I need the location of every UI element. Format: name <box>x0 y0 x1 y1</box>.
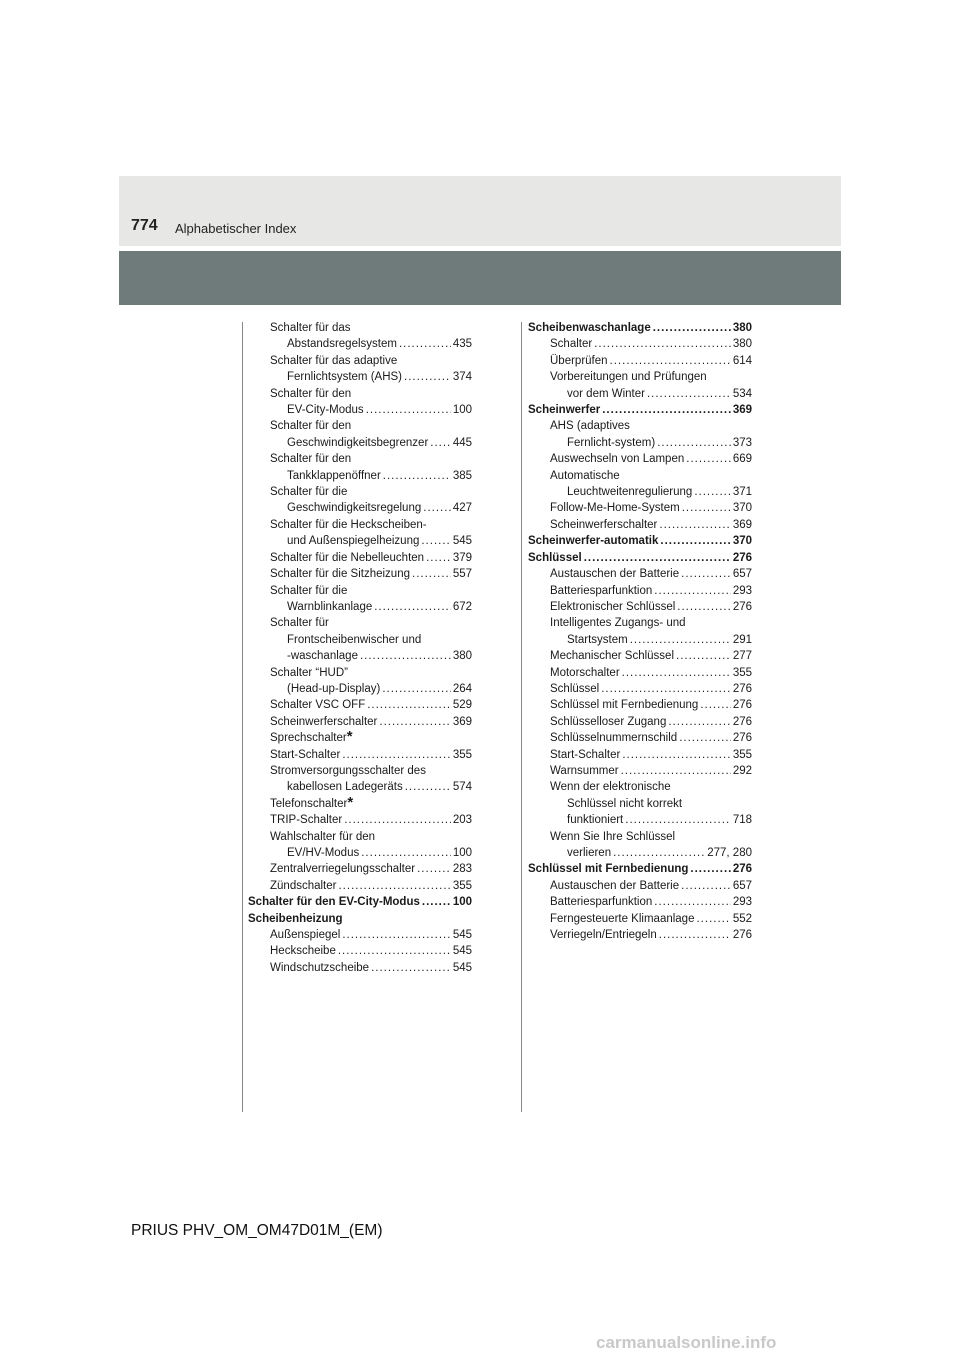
index-entry-text: Frontscheibenwischer und <box>287 633 422 646</box>
dot-leader <box>622 747 731 763</box>
dot-leader <box>342 927 450 943</box>
index-entry-page: 373 <box>732 436 752 449</box>
index-entry <box>528 484 752 500</box>
index-entry <box>528 533 752 549</box>
index-entry <box>528 500 752 516</box>
index-entry-text: Schlüssel nicht korrekt <box>567 797 683 810</box>
index-entry-text: AHS (adaptives <box>550 420 630 433</box>
index-entry-text: Schalter “HUD” <box>270 666 348 679</box>
index-entry-text: Scheinwerferschalter <box>270 715 378 728</box>
index-entry-page: 379 <box>452 551 472 564</box>
dot-leader <box>602 402 731 418</box>
index-entry <box>248 402 472 418</box>
index-entry-text: Schalter für die Sitzheizung <box>270 568 410 581</box>
index-entry-text: Motorschalter <box>550 666 620 679</box>
index-entry-page: 669 <box>732 453 752 466</box>
index-entry-text: Schlüsselloser Zugang <box>550 715 667 728</box>
index-column-left <box>248 320 472 976</box>
page-number: 774 <box>131 217 158 234</box>
index-entry-page: 370 <box>732 535 752 548</box>
dot-leader <box>344 812 451 828</box>
index-entry <box>528 829 752 845</box>
dot-leader <box>399 336 451 352</box>
index-entry-text: Wenn Sie Ihre Schlüssel <box>550 830 676 843</box>
index-entry <box>248 648 472 664</box>
dot-leader <box>630 632 731 648</box>
index-entry-page: 293 <box>732 896 752 909</box>
index-entry-text: Schalter <box>550 338 593 351</box>
dot-leader <box>430 435 451 451</box>
index-entry <box>528 878 752 894</box>
index-entry-page: 718 <box>732 814 752 827</box>
dot-leader <box>374 599 451 615</box>
dot-leader <box>383 468 451 484</box>
dot-leader <box>700 697 731 713</box>
dot-leader <box>426 550 451 566</box>
index-entry-text: Warnsummer <box>550 764 619 777</box>
index-entry <box>528 418 752 434</box>
index-entry-text: Follow-Me-Home-System <box>550 502 680 515</box>
index-entry-text: kabellosen Ladegeräts <box>287 781 403 794</box>
index-entry-page: 369 <box>452 715 472 728</box>
index-entry <box>528 369 752 385</box>
dot-leader <box>404 369 451 385</box>
index-entry-text: EV-City-Modus <box>287 404 364 417</box>
dot-leader <box>660 533 730 549</box>
index-entry <box>248 451 472 467</box>
index-entry-text: TRIP-Schalter <box>270 814 343 827</box>
index-entry <box>528 550 752 566</box>
index-entry-page: 369 <box>732 404 752 417</box>
index-entry-text: Scheinwerfer <box>528 404 601 417</box>
dot-leader <box>694 484 731 500</box>
dot-leader <box>421 533 450 549</box>
index-entry <box>248 878 472 894</box>
index-entry <box>248 665 472 681</box>
index-entry-page: 435 <box>452 338 472 351</box>
index-entry-page: 657 <box>732 568 752 581</box>
index-entry <box>248 714 472 730</box>
index-entry-page: 277 <box>732 650 752 663</box>
dot-leader <box>668 714 730 730</box>
index-entry-text: Schlüssel <box>550 682 600 695</box>
dot-leader <box>653 320 731 336</box>
index-entry-text: Schalter für den <box>270 420 352 433</box>
index-entry-text: (Head-up-Display) <box>287 682 381 695</box>
dot-leader <box>679 730 731 746</box>
index-entry-page: 672 <box>452 600 472 613</box>
dot-leader <box>382 681 451 697</box>
index-entry-text: Scheinwerfer-automatik <box>528 535 659 548</box>
dot-leader <box>367 697 451 713</box>
index-entry-text: Intelligentes Zugangs- und <box>550 617 686 630</box>
dot-leader <box>690 861 730 877</box>
index-entry-text: und Außenspiegelheizung <box>287 535 420 548</box>
index-entry-page: 380 <box>452 650 472 663</box>
index-entry <box>248 960 472 976</box>
index-entry-text: Geschwindigkeitsregelung <box>287 502 422 515</box>
index-entry: Sprechschalter * <box>270 728 353 746</box>
index-entry-text: Heckscheibe <box>270 945 336 958</box>
index-entry <box>528 386 752 402</box>
index-entry <box>528 320 752 336</box>
index-entry-text: Stromversorgungsschalter des <box>270 764 426 777</box>
index-entry-text: Leuchtweitenregulierung <box>567 486 693 499</box>
index-entry <box>528 747 752 763</box>
index-entry <box>248 894 472 910</box>
index-entry <box>248 353 472 369</box>
index-entry <box>528 451 752 467</box>
index-entry <box>528 402 752 418</box>
index-entry-page: 427 <box>452 502 472 515</box>
index-entry-page: 100 <box>452 847 472 859</box>
index-entry-text: Vorbereitungen und Prüfungen <box>550 371 707 384</box>
index-entry-text: Tankklappenöffner <box>287 469 381 482</box>
index-entry-page: 557 <box>452 568 472 581</box>
index-entry-page: 100 <box>452 404 472 417</box>
index-entry-text: Scheinwerferschalter <box>550 518 658 531</box>
index-entry <box>528 517 752 533</box>
index-entry-text: Sprechschalter <box>270 732 347 745</box>
dot-leader <box>696 911 730 927</box>
index-entry <box>248 336 472 352</box>
index-entry-page: 283 <box>452 863 472 876</box>
index-entry <box>528 615 752 631</box>
index-entry <box>248 615 472 631</box>
index-entry-page: 276 <box>732 551 752 564</box>
index-entry-page: 355 <box>732 666 752 679</box>
index-entry <box>528 599 752 615</box>
index-entry-text: Abstandsregelsystem <box>287 338 397 351</box>
index-entry-text: Scheibenheizung <box>248 912 343 925</box>
index-entry-text: Telefonschalter <box>270 797 348 810</box>
index-entry-page: 574 <box>452 781 472 794</box>
dot-leader <box>371 960 451 976</box>
index-entry <box>528 861 752 877</box>
dot-leader <box>686 451 731 467</box>
index-entry <box>248 911 472 927</box>
dot-leader <box>417 861 451 877</box>
index-entry-text: Schlüssel mit Fernbedienung <box>528 863 689 876</box>
index-entry <box>248 829 472 845</box>
index-entry-page: 355 <box>452 879 472 892</box>
watermark: carmanualsonline.info <box>596 1333 777 1352</box>
index-entry <box>528 681 752 697</box>
index-entry-text: Schalter für die <box>270 584 348 597</box>
index-entry-text: Schalter VSC OFF <box>270 699 366 712</box>
index-entry-text: Zentralverriegelungsschalter <box>270 863 416 876</box>
index-entry-page: 371 <box>732 486 752 499</box>
index-entry <box>248 763 472 779</box>
dot-leader <box>360 648 451 664</box>
index-entry-page: 534 <box>732 387 752 400</box>
index-entry-text: Schlüsselnummernschild <box>550 732 678 745</box>
index-entry-page: 100 <box>452 896 472 909</box>
index-entry-page: 276 <box>732 699 752 712</box>
index-entry-page: 529 <box>452 699 472 712</box>
index-entry-page: 374 <box>452 371 472 384</box>
dot-leader <box>622 665 731 681</box>
index-entry <box>248 369 472 385</box>
dot-leader <box>613 845 705 861</box>
index-entry <box>248 435 472 451</box>
index-entry-text: EV/HV-Modus <box>287 847 360 859</box>
chapter-band <box>119 251 841 305</box>
index-entry: Telefonschalter * <box>270 793 354 811</box>
index-entry-text: Batteriesparfunktion <box>550 896 653 909</box>
index-entry <box>248 468 472 484</box>
index-entry-text: Geschwindigkeitsbegrenzer <box>287 436 429 449</box>
index-entry <box>248 566 472 582</box>
index-entry <box>248 681 472 697</box>
index-entry-page: 264 <box>452 682 472 695</box>
index-entry <box>528 435 752 451</box>
index-entry <box>528 665 752 681</box>
column-rule-left <box>242 322 243 1112</box>
index-entry-page: 657 <box>732 879 752 892</box>
index-entry-text: Elektronischer Schlüssel <box>550 600 676 613</box>
index-entry <box>528 566 752 582</box>
index-entry-text: funktioniert <box>567 814 624 827</box>
index-entry-text: Schalter für <box>270 617 329 630</box>
index-entry-text: -waschanlage <box>287 650 358 663</box>
dot-leader <box>682 500 731 516</box>
column-rule-middle <box>521 322 522 1112</box>
index-entry <box>248 812 472 828</box>
dot-leader <box>659 927 731 943</box>
index-entry <box>248 779 472 795</box>
index-entry-text: Scheibenwaschanlage <box>528 322 651 334</box>
index-entry-page: 276 <box>732 682 752 695</box>
index-entry-page: 545 <box>452 945 472 958</box>
dot-leader <box>379 714 450 730</box>
index-entry-text: Wahlschalter für den <box>270 830 376 843</box>
index-entry-page: 276 <box>732 600 752 613</box>
index-entry-text: Verriegeln/Entriegeln <box>550 929 657 942</box>
index-entry-page: 445 <box>452 436 472 449</box>
index-entry-page: 552 <box>732 912 752 925</box>
index-entry-text: Wenn der elektronische <box>550 781 671 794</box>
index-entry-text: Fernlichtsystem (AHS) <box>287 371 403 384</box>
dot-leader <box>621 763 731 779</box>
dot-leader <box>654 894 731 910</box>
index-entry-page: 276 <box>732 929 752 942</box>
index-entry-text: Schalter für den <box>270 387 352 400</box>
index-entry <box>248 697 472 713</box>
index-entry <box>248 550 472 566</box>
dot-leader <box>366 402 451 418</box>
index-entry-text: Schlüssel mit Fernbedienung <box>550 699 699 712</box>
index-entry <box>528 336 752 352</box>
index-entry-text: Schalter für das adaptive <box>270 354 398 367</box>
index-entry-page: 277, 280 <box>707 847 752 859</box>
index-entry-page: 276 <box>732 715 752 728</box>
index-entry-text: Schalter für die <box>270 486 348 499</box>
index-entry <box>248 599 472 615</box>
index-entry-page: 545 <box>452 961 472 974</box>
index-entry-page: 276 <box>732 863 752 876</box>
index-entry-text: Start-Schalter <box>550 748 621 761</box>
index-entry <box>248 845 472 861</box>
dot-leader <box>647 386 731 402</box>
index-entry <box>248 418 472 434</box>
index-entry <box>528 468 752 484</box>
dot-leader <box>610 353 731 369</box>
index-entry <box>528 779 752 795</box>
dot-leader <box>625 812 731 828</box>
index-entry-text: Zündschalter <box>270 879 337 892</box>
index-entry-text: Warnblinkanlage <box>287 600 373 613</box>
index-entry-text: Ferngesteuerte Klimaanlage <box>550 912 695 925</box>
index-entry-page: 380 <box>732 338 752 351</box>
section-title: Alphabetischer Index <box>175 221 297 236</box>
index-column-right <box>528 320 752 943</box>
dot-leader <box>338 943 451 959</box>
index-entry-text: Schalter für den EV-City-Modus <box>248 896 420 909</box>
index-entry <box>528 730 752 746</box>
index-entry-text: Fernlicht-system) <box>567 436 656 449</box>
index-entry-page: 385 <box>452 469 472 482</box>
index-entry <box>528 583 752 599</box>
index-entry-text: verlieren <box>567 847 612 859</box>
index-entry-page: 545 <box>452 535 472 548</box>
index-entry-text: Außenspiegel <box>270 929 341 942</box>
dot-leader <box>677 599 731 615</box>
index-entry <box>248 632 472 648</box>
dot-leader <box>601 681 731 697</box>
index-entry-page: 355 <box>452 748 472 761</box>
index-entry-text: Batteriesparfunktion <box>550 584 653 597</box>
index-entry-page: 369 <box>732 518 752 531</box>
index-entry <box>528 911 752 927</box>
index-entry <box>528 353 752 369</box>
dot-leader <box>594 336 731 352</box>
dot-leader <box>654 583 731 599</box>
dot-leader <box>405 779 451 795</box>
index-entry <box>248 861 472 877</box>
index-entry-text: Schalter für die Nebelleuchten <box>270 551 425 564</box>
index-entry <box>528 632 752 648</box>
index-entry <box>248 583 472 599</box>
dot-leader <box>676 648 731 664</box>
index-entry-text: vor dem Winter <box>567 387 645 400</box>
index-entry-text: Überprüfen <box>550 354 608 367</box>
index-entry <box>248 500 472 516</box>
index-entry-page: 370 <box>732 502 752 515</box>
index-entry-text: Startsystem <box>567 633 628 646</box>
index-entry <box>528 812 752 828</box>
dot-leader <box>659 517 730 533</box>
index-entry-page: 203 <box>452 814 472 827</box>
index-entry <box>248 943 472 959</box>
index-entry-text: Automatische <box>550 469 620 482</box>
dot-leader <box>338 878 450 894</box>
index-entry <box>528 927 752 943</box>
index-entry <box>528 697 752 713</box>
index-entry-page: 292 <box>732 764 752 777</box>
dot-leader <box>342 747 451 763</box>
index-entry-page: 291 <box>732 633 752 646</box>
dot-leader <box>657 435 731 451</box>
index-entry-text: Windschutzscheibe <box>270 961 370 974</box>
index-entry <box>248 517 472 533</box>
index-entry-text: Schalter für die Heckscheiben- <box>270 518 427 531</box>
dot-leader <box>681 566 731 582</box>
index-entry-text: Auswechseln von Lampen <box>550 453 685 466</box>
dot-leader <box>412 566 451 582</box>
index-entry-page: 276 <box>732 732 752 745</box>
index-entry-page: 614 <box>732 354 752 367</box>
dot-leader <box>681 878 731 894</box>
index-entry <box>248 747 472 763</box>
dot-leader <box>422 894 451 910</box>
index-entry-page: 293 <box>732 584 752 597</box>
index-entry-page: 380 <box>732 322 752 334</box>
index-entry <box>528 648 752 664</box>
index-entry-text: Start-Schalter <box>270 748 341 761</box>
index-entry <box>528 796 752 812</box>
index-entry-text: Schalter für das <box>270 322 351 334</box>
index-entry-text: Austauschen der Batterie <box>550 568 680 581</box>
index-entry-text: Austauschen der Batterie <box>550 879 680 892</box>
dot-leader <box>423 500 451 516</box>
index-entry <box>248 386 472 402</box>
index-entry <box>528 894 752 910</box>
index-entry-page: 545 <box>452 929 472 942</box>
index-entry <box>528 763 752 779</box>
index-entry <box>248 320 472 336</box>
dot-leader <box>584 550 731 566</box>
index-entry <box>528 714 752 730</box>
index-entry-text: Schlüssel <box>528 551 582 564</box>
index-entry-text: Mechanischer Schlüssel <box>550 650 675 663</box>
index-entry-page: 355 <box>732 748 752 761</box>
document-code: PRIUS PHV_OM_OM47D01M_(EM) <box>131 1222 383 1239</box>
index-entry <box>248 484 472 500</box>
index-entry <box>248 927 472 943</box>
index-entry-text: Schalter für den <box>270 453 352 466</box>
index-entry <box>528 845 752 861</box>
index-entry <box>248 533 472 549</box>
dot-leader <box>361 845 451 861</box>
